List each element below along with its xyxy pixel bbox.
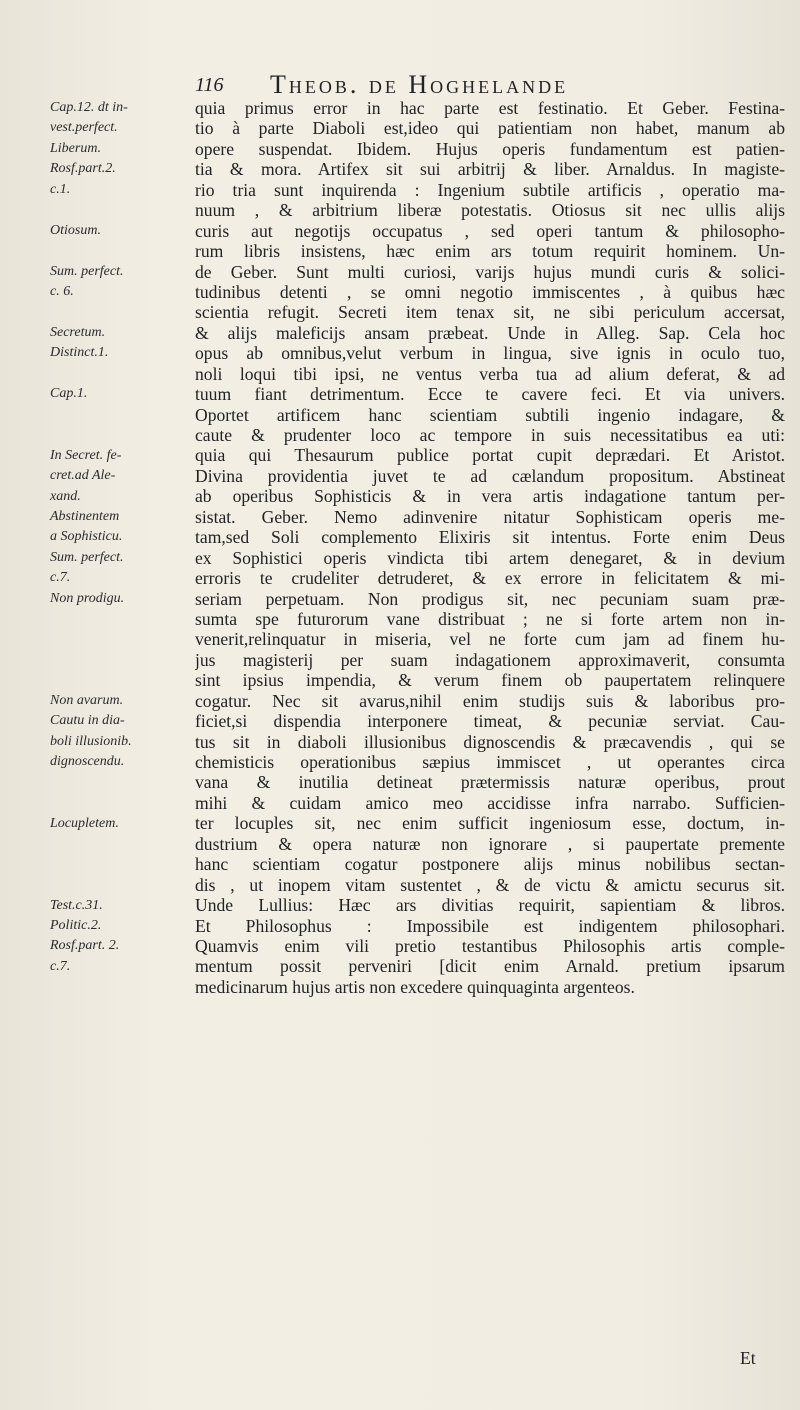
text-line: vana & inutilia detineat prætermissis naturæ operibus, prout: [195, 772, 785, 793]
text-line: mentum possit perveniri [dicit enim Arnald. pretium ipsarum: [195, 956, 785, 977]
margin-note: [50, 262, 190, 303]
margin-note-line: Rosf.part.2.: [50, 161, 116, 177]
text-line: ex Sophistici operis vindicta tibi artem denegaret, & in devium: [195, 547, 785, 568]
margin-note-line: Cap.1.: [50, 386, 88, 402]
text-line: chemisticis operationibus sæpius immiscet , ut operantes circa: [195, 752, 785, 772]
text-line: dustrium & opera naturæ non ignorare , si paupertate premente: [195, 833, 785, 854]
margin-note: [50, 221, 190, 241]
margin-note-line: xand.: [50, 488, 81, 504]
margin-note: [50, 896, 190, 978]
margin-note: [50, 691, 190, 773]
text-line: cogatur. Nec sit avarus,nihil enim studijs suis & laboribus pro-: [195, 690, 785, 711]
margin-note: [50, 446, 190, 589]
text-line: quia qui Thesaurum publice portat cupit deprædari. Et Aristot.: [195, 445, 785, 466]
margin-note: [50, 589, 190, 609]
margin-note-line: Otiosum.: [50, 222, 101, 238]
page-number: 116: [195, 74, 224, 96]
margin-note-line: Sum. perfect.: [50, 263, 124, 279]
text-line: & alijs maleficijs ansam præbeat. Unde in Alleg. Sap. Cela hoc: [195, 322, 785, 343]
text-line: ter locuples sit, nec enim sufficit ingeniosum esse, doctum, in-: [195, 813, 785, 834]
margin-note-line: Test.c.31.: [50, 897, 103, 913]
text-line: nuum , & arbitrium liberæ potestatis. Otiosus sit nec ullis alijs: [195, 200, 785, 221]
margin-note-line: Rosf.part. 2.: [50, 938, 120, 954]
margin-note-line: c.1.: [50, 181, 71, 197]
text-line: tus sit in diaboli illusionibus dignoscendis & præcavendis , qui se: [195, 731, 785, 752]
text-line: venerit,relinquatur in miseria, vel ne forte cum jam ad finem hu-: [195, 629, 785, 650]
text-line: opus ab omnibus,velut verbum in lingua, sive ignis in oculo tuo,: [195, 343, 785, 364]
margin-note-line: cret.ad Ale-: [50, 468, 116, 484]
margin-note-line: Non prodigu.: [50, 590, 125, 606]
text-line: mihi & cuidam amico meo accidisse infra narrabo. Sufficien-: [195, 792, 785, 813]
running-title: Theob. de Hoghelande: [270, 70, 569, 99]
text-line: seriam perpetuam. Non prodigus sit, nec pecuniam suam præ-: [195, 588, 785, 609]
margin-note-line: Distinct.1.: [50, 345, 109, 361]
margin-note-line: Abstinentem: [50, 508, 120, 524]
text-line: opere suspendat. Ibidem. Hujus operis fundamentum est patien-: [195, 138, 785, 159]
text-line: scientia refugit. Secreti item tenax sit, ne sibi periculum accersat,: [195, 302, 785, 323]
text-line: caute & prudenter loco ac tempore in suis necessitatibus ea uti:: [195, 425, 785, 445]
text-line: Divina providentia juvet te ad cælandum propositum. Abstineat: [195, 465, 785, 486]
margin-note-line: a Sophisticu.: [50, 529, 123, 545]
text-line: sistat. Geber. Nemo adinvenire nitatur Sophisticam operis me-: [195, 506, 785, 527]
margin-note: [50, 98, 190, 200]
margin-note-line: Cap.12. dt in-: [50, 100, 128, 115]
margin-note-line: Non avarum.: [50, 693, 124, 709]
text-line: medicinarum hujus artis non excedere quinquaginta argenteos.: [195, 976, 635, 997]
margin-note-line: Secretum.: [50, 324, 106, 340]
margin-note-line: c. 6.: [50, 284, 74, 300]
text-line: hanc scientiam cogatur postponere alijs minus nobilibus sectan-: [195, 854, 785, 875]
text-line: dis , ut inopem vitam sustentet , & de victu & amictu securus sit.: [195, 874, 785, 895]
text-line: rio tria sunt inquirenda : Ingenium subtile artificis , operatio ma-: [195, 179, 785, 200]
text-line: ab operibus Sophisticis & in vera artis indagatione tantum per-: [195, 486, 785, 507]
text-line: erroris te crudeliter detruderet, & ex errore in felicitatem & mi-: [195, 568, 785, 589]
text-line: sumta spe futurorum vane distribuat ; ne si forte artem non in-: [195, 608, 785, 629]
margin-note-line: boli illusionib.: [50, 733, 132, 749]
text-line: tudinibus detenti , se omni negotio immiscentes , à quibus hæc: [195, 281, 785, 302]
margin-note-line: Politic.2.: [50, 917, 102, 933]
margin-note: [50, 814, 190, 834]
text-line: tam,sed Soli complemento Elixiris sit intentus. Forte enim Deus: [195, 527, 785, 548]
margin-note-line: Liberum.: [50, 140, 101, 156]
margin-note-line: dignoscendu.: [50, 754, 125, 770]
text-line: Oportet artificem hanc scientiam subtili ingenio indagare, &: [195, 404, 785, 425]
margin-note-line: Locupletem.: [50, 815, 119, 831]
text-line: quia primus error in hac parte est festinatio. Et Geber. Festina-: [195, 98, 785, 118]
text-line: jus magisterij per suam indagationem approximaverit, consumta: [195, 649, 785, 670]
text-line: tia & mora. Artifex sit sui arbitrij & liber. Arnaldus. In magiste-: [195, 159, 785, 180]
margin-note-line: In Secret. fe-: [50, 447, 122, 463]
text-line: noli loqui tibi ipsi, ne ventus verba tua ad alium deferat, & ad: [195, 363, 785, 384]
text-line: sint ipsius impendia, & verum finem ob paupertatem relinquere: [195, 670, 785, 691]
text-line: Quamvis enim vili pretio testantibus Philosophis artis comple-: [195, 935, 785, 956]
text-line: rum libris insistens, hæc enim ars totum requirit hominem. Un-: [195, 241, 785, 262]
text-line: ficiet,si dispendia interponere timeat, & pecuniæ serviat. Cau-: [195, 711, 785, 732]
text-line: tuum fiant detrimentum. Ecce te cavere feci. Et via univers.: [195, 384, 785, 405]
margin-note-line: c.7.: [50, 570, 71, 586]
text-line: de Geber. Sunt multi curiosi, varijs hujus mundi curis & solici-: [195, 261, 785, 282]
text-line: Unde Lullius: Hæc ars divitias requirit, sapientiam & libros.: [195, 895, 785, 916]
text-line: curis aut negotijs occupatus , sed operi tantum & philosopho-: [195, 220, 785, 241]
margin-note: [50, 323, 190, 364]
margin-note-line: vest.perfect.: [50, 120, 118, 136]
margin-note-line: Cautu in dia-: [50, 713, 125, 729]
margin-note: [50, 384, 190, 404]
body-text: [195, 98, 785, 997]
catchword: Et: [740, 1348, 756, 1368]
margin-note-line: c.7.: [50, 958, 71, 974]
margin-note-line: Sum. perfect.: [50, 549, 124, 565]
text-line: Et Philosophus : Impossibile est indigentem philosophari.: [195, 915, 785, 936]
text-line: tio à parte Diaboli est,ideo qui patientiam non habet, manum ab: [195, 118, 785, 139]
